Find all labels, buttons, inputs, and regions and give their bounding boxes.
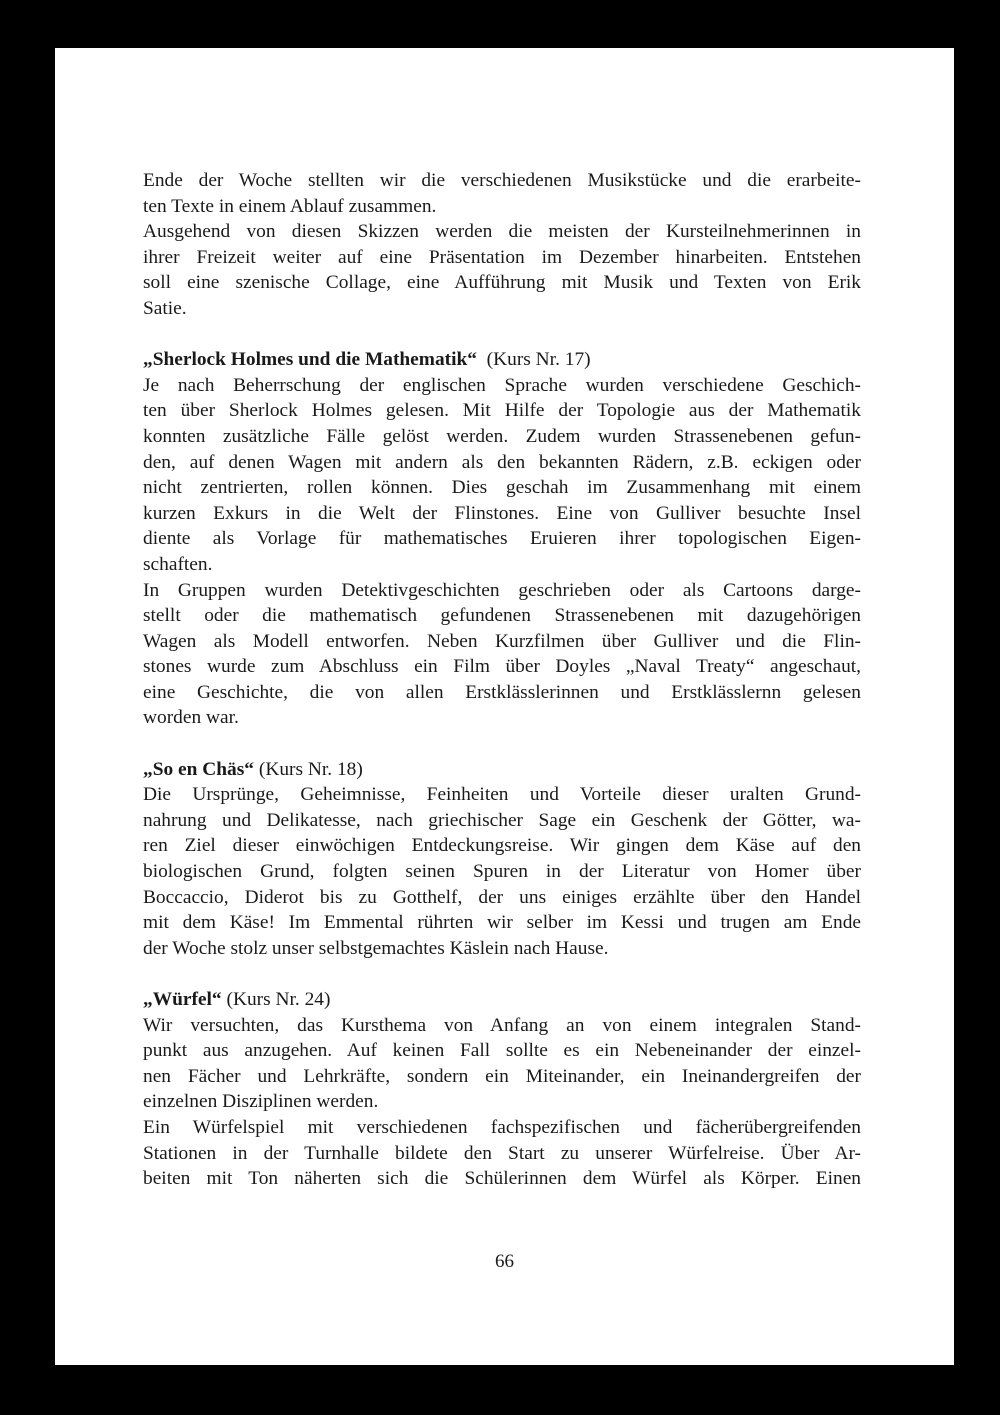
section-sherlock-holmes: [143, 347, 861, 731]
section-title: „Würfel“: [143, 989, 222, 1010]
text-line: In Gruppen wurden Detektivgeschichten geschrieben oder als Cartoons darge-: [143, 579, 861, 601]
text-line: Wir versuchten, das Kursthema von Anfang an von einem integralen Stand-: [143, 1014, 861, 1036]
text-line: worden war.: [143, 707, 239, 729]
text-line: stellt oder die mathematisch gefundenen Strassenebenen mit dazugehörigen: [143, 605, 861, 627]
text-line: stones wurde zum Abschluss ein Film über Doyles „Naval Treaty“ angeschaut,: [143, 656, 861, 678]
text-line: biologischen Grund, folgten seinen Spuren in der Literatur von Homer über: [143, 861, 861, 883]
text-line: schaften.: [143, 553, 213, 575]
section-heading: [143, 347, 861, 373]
text-line: kurzen Exkurs in die Welt der Flinstones. Eine von Gulliver besuchte Insel: [143, 502, 861, 524]
text-line: den, auf denen Wagen mit andern als den bekannten Rädern, z.B. eckigen oder: [143, 451, 861, 473]
section-title: „So en Chäs“: [143, 758, 254, 780]
text-line: ten über Sherlock Holmes gelesen. Mit Hilfe der Topologie aus der Mathematik: [143, 400, 861, 422]
section-heading: [143, 987, 861, 1013]
section-title: „Sherlock Holmes und die Mathematik“: [143, 349, 477, 371]
text-line: nicht zentrierten, rollen können. Dies geschah im Zusammenhang mit einem: [143, 477, 861, 499]
intro-paragraph: [143, 168, 861, 322]
text-line: soll eine szenische Collage, eine Aufführung mit Musik und Texten von Erik: [143, 272, 861, 294]
text-line: Stationen in der Turnhalle bildete den Start zu unserer Würfelreise. Über Ar-: [143, 1142, 861, 1164]
text-line: mit dem Käse! Im Emmental rührten wir selber im Kessi und trugen am Ende: [143, 912, 861, 934]
page-content: [143, 168, 861, 1192]
text-line: Die Ursprünge, Geheimnisse, Feinheiten und Vorteile dieser uralten Grund-: [143, 784, 861, 806]
text-line: einzelnen Disziplinen werden.: [143, 1091, 379, 1113]
text-line: ren Ziel dieser einwöchigen Entdeckungsreise. Wir gingen dem Käse auf den: [143, 835, 861, 857]
text-line: konnten zusätzliche Fälle gelöst werden. Zudem wurden Strassenebenen gefun-: [143, 425, 861, 447]
text-line: Ende der Woche stellten wir die verschiedenen Musikstücke und die erarbeite-: [143, 170, 861, 191]
text-line: Je nach Beherrschung der englischen Sprache wurden verschiedene Geschich-: [143, 374, 861, 396]
page-number: 66: [495, 1251, 514, 1272]
text-line: ten Texte in einem Ablauf zusammen.: [143, 195, 437, 217]
text-line: beiten mit Ton näherten sich die Schülerinnen dem Würfel als Körper. Einen: [143, 1168, 861, 1190]
document-page: [55, 48, 954, 1365]
text-line: diente als Vorlage für mathematisches Eruieren ihrer topologischen Eigen-: [143, 528, 861, 550]
course-number: (Kurs Nr. 24): [226, 989, 331, 1010]
course-number: (Kurs Nr. 18): [258, 758, 363, 780]
course-number: (Kurs Nr. 17): [486, 349, 591, 371]
text-line: Ausgehend von diesen Skizzen werden die meisten der Kursteilnehmerinnen in: [143, 221, 861, 243]
text-line: punkt aus anzugehen. Auf keinen Fall sollte es ein Nebeneinander der einzel-: [143, 1040, 861, 1062]
section-so-en-chaes: [143, 757, 861, 962]
text-line: ihrer Freizeit weiter auf eine Präsentation im Dezember hinarbeiten. Entstehen: [143, 246, 861, 268]
text-line: der Woche stolz unser selbstgemachtes Käslein nach Hause.: [143, 937, 609, 959]
text-line: Wagen als Modell entworfen. Neben Kurzfilmen über Gulliver und die Flin-: [143, 630, 861, 652]
text-line: nen Fächer und Lehrkräfte, sondern ein Miteinander, ein Ineinandergreifen der: [143, 1065, 861, 1087]
text-line: Boccaccio, Diderot bis zu Gotthelf, der uns einiges erzählte über den Handel: [143, 886, 861, 908]
section-heading: [143, 757, 861, 783]
text-line: Ein Würfelspiel mit verschiedenen fachspezifischen und fächerübergreifenden: [143, 1116, 861, 1138]
text-line: eine Geschichte, die von allen Erstklässlerinnen und Erstklässlernn gelesen: [143, 681, 861, 703]
text-line: Satie.: [143, 297, 187, 319]
section-wuerfel: [143, 987, 861, 1192]
text-line: nahrung und Delikatesse, nach griechischer Sage ein Geschenk der Götter, wa-: [143, 809, 861, 831]
